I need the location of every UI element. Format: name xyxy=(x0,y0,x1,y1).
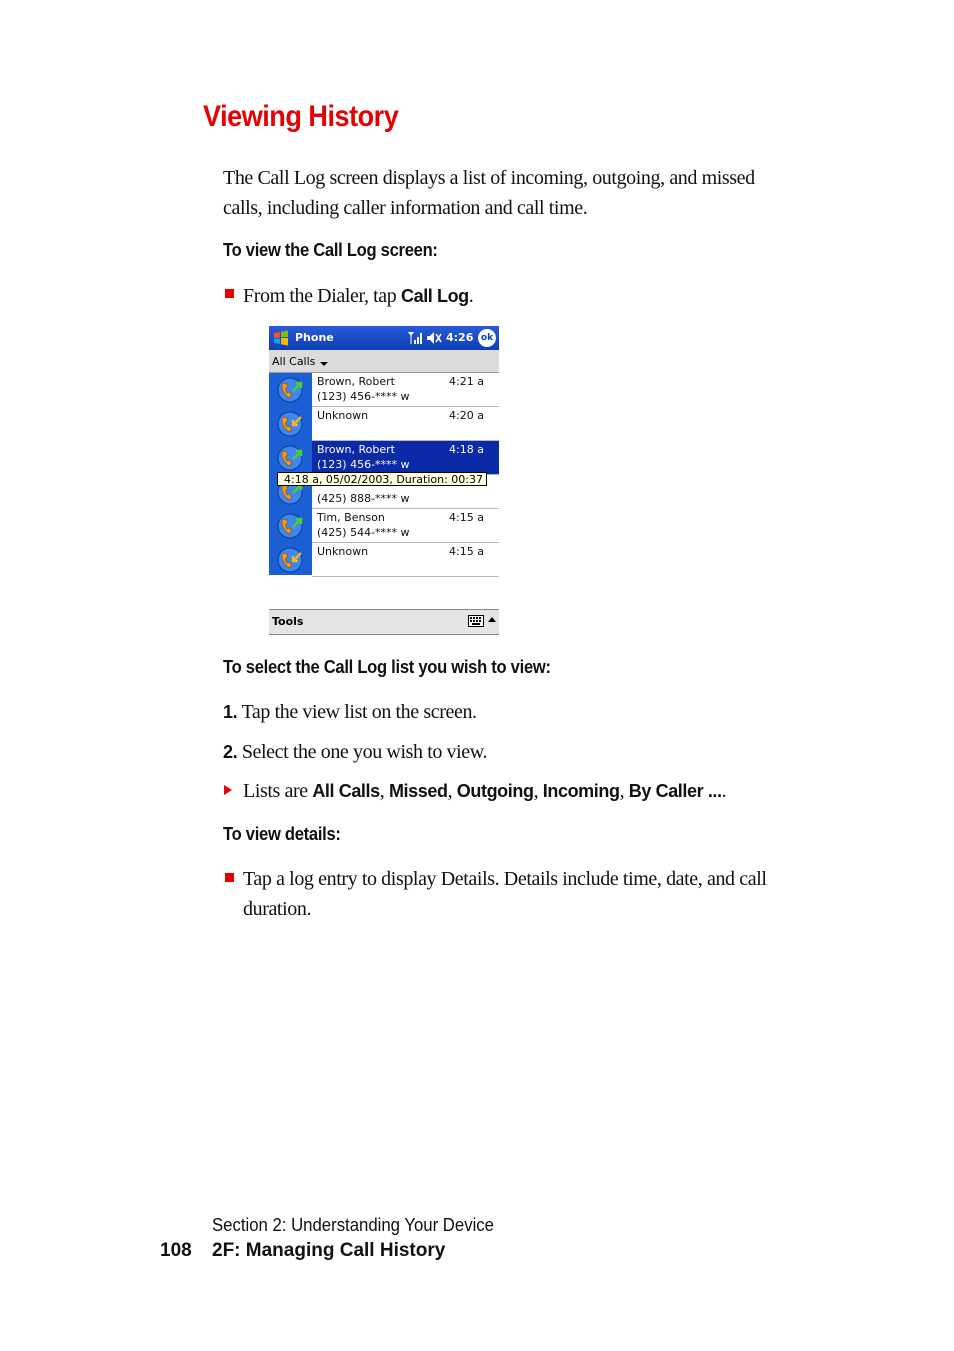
heading-select-list: To select the Call Log list you wish to view: xyxy=(223,657,551,677)
separator: , xyxy=(533,780,543,802)
view-filter-dropdown[interactable] xyxy=(269,350,499,373)
row-content xyxy=(312,373,499,407)
call-log-row[interactable] xyxy=(269,407,499,441)
lists-note xyxy=(243,776,726,806)
step-text: From the Dialer, tap xyxy=(243,285,401,307)
step-number: 1. xyxy=(223,702,238,722)
call-details-tooltip: 4:18 a, 05/02/2003, Duration: 00:37 xyxy=(277,472,487,486)
caller-number: (123) 456-**** w xyxy=(317,458,410,471)
chevron-down-icon xyxy=(320,362,328,366)
outgoing-call-icon xyxy=(273,444,309,472)
caller-number: (425) 544-**** w xyxy=(317,526,410,539)
call-time: 4:20 a xyxy=(449,409,484,422)
call-log-term: Call Log xyxy=(400,286,469,306)
call-time: 4:21 a xyxy=(449,375,484,388)
square-bullet-icon xyxy=(225,873,234,882)
triangle-bullet-icon xyxy=(224,785,232,795)
step-number: 2. xyxy=(223,742,238,762)
step-from-dialer xyxy=(243,281,473,311)
call-log-row-selected[interactable] xyxy=(269,441,499,475)
call-time: 4:18 a xyxy=(449,443,484,456)
separator: , xyxy=(379,780,389,802)
list-incoming: Incoming xyxy=(542,781,620,801)
input-selector-arrow-icon[interactable] xyxy=(488,617,496,622)
intro-paragraph: The Call Log screen displays a list of incoming, outgoing, and missed calls, including caller information and call time. xyxy=(223,167,755,219)
footer-chapter: 2F: Managing Call History xyxy=(212,1240,446,1261)
call-log-list xyxy=(269,373,499,575)
signal-strength-icon[interactable] xyxy=(407,331,423,345)
row-content xyxy=(312,407,499,441)
call-time: 4:15 a xyxy=(449,511,484,524)
ok-button[interactable]: ok xyxy=(478,329,496,347)
step-text: Tap the view list on the screen. xyxy=(241,701,477,723)
incoming-call-icon xyxy=(273,546,309,574)
call-time: 4:15 a xyxy=(449,545,484,558)
list-by-caller: By Caller ... xyxy=(628,781,722,801)
row-content xyxy=(312,509,499,543)
call-log-row[interactable] xyxy=(269,509,499,543)
filter-label: All Calls xyxy=(272,355,316,368)
separator: , xyxy=(619,780,629,802)
lists-end: . xyxy=(721,780,727,802)
row-content xyxy=(312,543,499,577)
step-end: . xyxy=(468,285,474,307)
caller-name: Unknown xyxy=(317,409,369,422)
app-title: Phone xyxy=(295,331,334,344)
footer-section: Section 2: Understanding Your Device xyxy=(212,1215,494,1235)
volume-icon[interactable] xyxy=(426,331,442,345)
heading-view-call-log: To view the Call Log screen: xyxy=(223,240,438,260)
caller-name: Brown, Robert xyxy=(317,375,395,388)
tools-menu[interactable]: Tools xyxy=(272,615,304,628)
bottom-toolbar xyxy=(269,609,499,635)
caller-number: (123) 456-**** w xyxy=(317,390,410,403)
step-2 xyxy=(223,737,487,767)
step-text: Select the one you wish to view. xyxy=(241,741,488,763)
step-1 xyxy=(223,697,477,727)
caller-name: Tim, Benson xyxy=(317,511,385,524)
windows-start-icon[interactable] xyxy=(272,329,290,347)
call-log-row[interactable] xyxy=(269,373,499,407)
keyboard-icon[interactable] xyxy=(468,615,484,627)
caller-name: Unknown xyxy=(317,545,369,558)
list-all-calls: All Calls xyxy=(312,781,380,801)
separator: , xyxy=(447,780,457,802)
outgoing-call-icon xyxy=(273,512,309,540)
incoming-call-icon xyxy=(273,410,309,438)
clock[interactable]: 4:26 xyxy=(446,331,474,344)
outgoing-call-icon xyxy=(273,376,309,404)
list-outgoing: Outgoing xyxy=(456,781,534,801)
lists-prefix: Lists are xyxy=(243,780,313,802)
title-bar xyxy=(269,326,499,350)
page-number: 108 xyxy=(160,1240,192,1261)
details-paragraph: Tap a log entry to display Details. Details include time, date, and call duration. xyxy=(243,868,767,920)
row-content xyxy=(312,441,499,475)
list-missed: Missed xyxy=(388,781,448,801)
page-title: Viewing History xyxy=(203,100,399,133)
caller-number: (425) 888-**** w xyxy=(317,492,410,505)
square-bullet-icon xyxy=(225,289,234,298)
heading-view-details: To view details: xyxy=(223,824,341,844)
call-log-screenshot xyxy=(269,326,499,633)
caller-name: Brown, Robert xyxy=(317,443,395,456)
call-log-row[interactable] xyxy=(269,543,499,577)
